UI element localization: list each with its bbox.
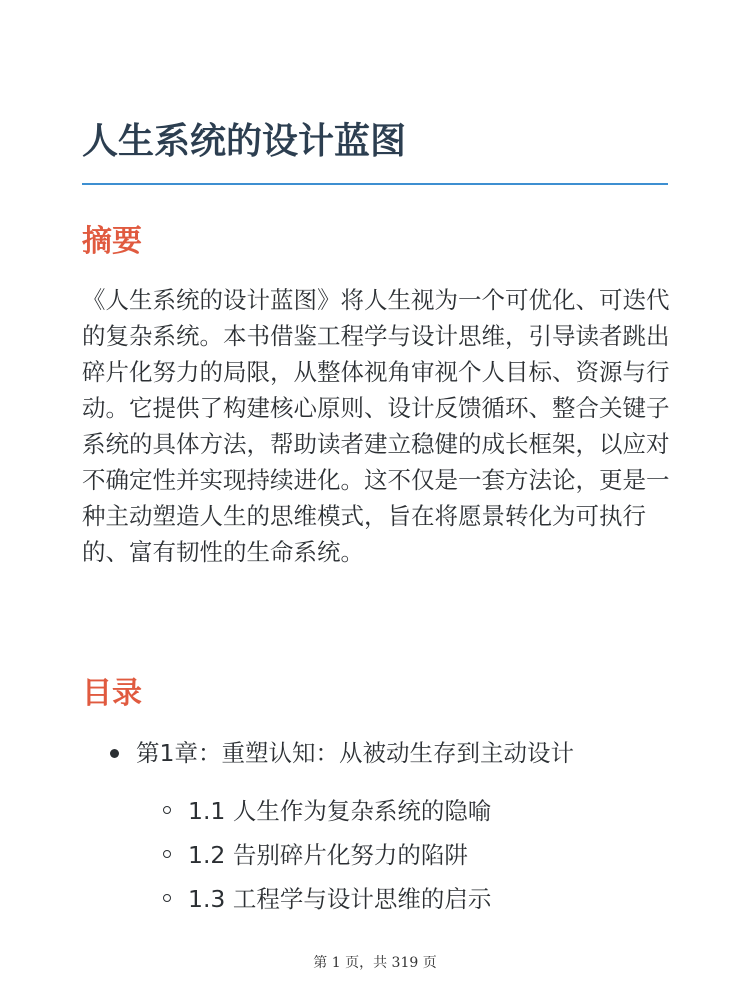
toc-section-1-1 <box>136 789 668 833</box>
title-divider <box>82 183 668 185</box>
toc-heading: 目录 <box>82 676 142 711</box>
toc-section-label: 1.1 人生作为复杂系统的隐喻 <box>188 797 492 825</box>
toc-section-label: 1.3 工程学与设计思维的启示 <box>188 885 492 913</box>
toc-chapter-label: 第1章：重塑认知：从被动生存到主动设计 <box>136 739 574 767</box>
table-of-contents <box>82 733 668 921</box>
toc-sublist <box>136 789 668 921</box>
page-title: 人生系统的设计蓝图 <box>82 121 407 162</box>
bullet-circle-icon <box>163 850 171 858</box>
toc-section-1-2 <box>136 833 668 877</box>
bullet-circle-icon <box>163 806 171 814</box>
abstract-text: 《人生系统的设计蓝图》将人生视为一个可优化、可迭代的复杂系统。本书借鉴工程学与设计思维，引导读者跳出碎片化努力的局限，从整体视角审视个人目标、资源与行动。它提供了构建核心原则、设计反馈循环、整合关键子系统的具体方法，帮助读者建立稳健的成长框架，以应对不确定性并实现持续进化。这不仅是一套方法论，更是一种主动塑造人生的思维模式，旨在将愿景转化为可执行的、富有韧性的生命系统。 <box>82 286 670 566</box>
abstract-heading: 摘要 <box>82 224 142 259</box>
toc-section-label: 1.2 告别碎片化努力的陷阱 <box>188 841 468 869</box>
toc-section-1-3 <box>136 877 668 921</box>
toc-chapter-1 <box>82 733 668 921</box>
bullet-disc-icon <box>110 749 119 758</box>
page-footer: 第 1 页，共 319 页 <box>313 955 437 971</box>
bullet-circle-icon <box>163 894 171 902</box>
